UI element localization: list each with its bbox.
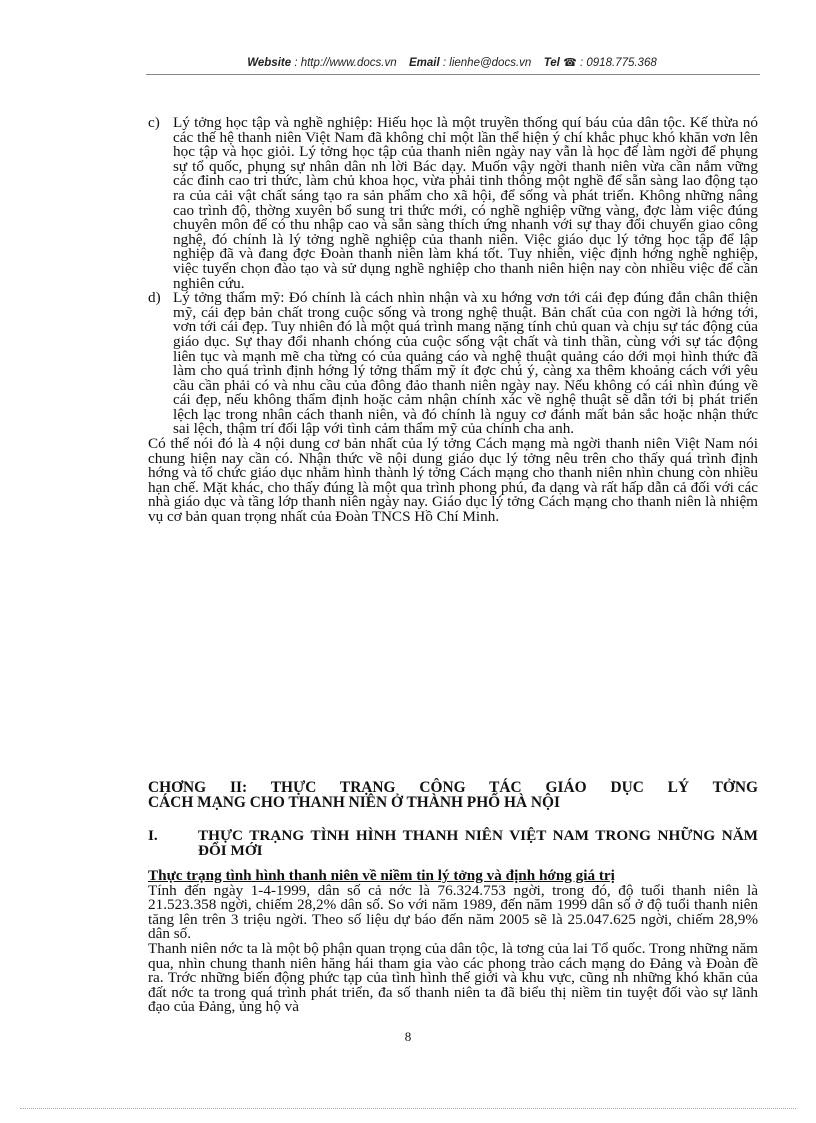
main-content [148,116,758,525]
list-item-d [148,291,758,437]
summary-paragraph: Có thể nói đó là 4 nội dung cơ bản nhất của lý tởng Cách mạng mà ngời thanh niên Việt Nam nói chung hiện nay cần có. Nhận thức về nội dung giáo dục lý tởng nêu trên cho thấy quá trình định hớng và tổ chức giáo dục nhằm hình thành lý tởng Cách mạng cho thanh niên nhìn chung còn nhiều hạn chế. Mặt khác, cho thấy đúng là một qua trình phong phú, đa dạng và rất hấp dẫn cả đối với các nhà giáo dục và tầng lớp thanh niên ngày nay. Giáo dục lý tởng Cách mạng cho thanh niên là nhiệm vụ cơ bản quan trọng nhất của Đoàn TNCS Hồ Chí Minh. [148,435,758,526]
tel-label: Tel [543,57,560,69]
list-item-c [148,116,758,291]
list-marker: d) [148,289,161,307]
header-rule [146,74,760,75]
list-marker: c) [148,114,160,131]
page-number: 8 [404,1029,412,1044]
subsection-title: Thực trạng tình hình thanh niên về niềm tin lý tởng và định hớng giá trị [148,867,615,884]
section-body [148,869,758,1015]
page-header [146,56,758,69]
chapter-line-2: CÁCH MẠNG CHO THANH NIÊN Ở THÀNH PHỐ HÀ NỘI [148,794,561,811]
footer-rule [20,1108,796,1109]
paragraph: Thanh niên nớc ta là một bộ phận quan trọng của dân tộc, là tơng của lai Tổ quốc. Trong những năm qua, nhìn chung thanh niên hăng hái tham gia vào các phong trào cách mạng do Đảng và Đoàn đề ra. Trớc những biến động phức tạp của tình hình thế giới và khu vực, cũng nh những khó khăn của đất nớc ta trong quá trình phát triển, đa số thanh niên ta đã biểu thị niềm tin tuyệt đối vào sự lãnh đạo của Đảng, ủng hộ và [148,939,758,1016]
phone-icon: ☎ [563,57,577,69]
section-title: THỰC TRẠNG TÌNH HÌNH THANH NIÊN VIỆT NAM TRONG NHỮNG NĂM ĐỔI MỚI [198,827,758,859]
list-item-text: Lý tởng thẩm mỹ: Đó chính là cách nhìn nhận và xu hớng vơn tới cái đẹp đúng đắn chân thiện mỹ, cái đẹp bản chất trong cuộc sống và trong nghệ thuật. Bản chất của con ngời là hớng tới, vơn tới cái đẹp. Tuy nhiên đó là một quá trình mang nặng tính chủ quan và chịu sự tác động của giáo dục. Sự thay đổi nhanh chóng của cuộc sống vật chất và tinh thần, cùng với sự tác động liên tục và mạnh mẽ cha từng có của quảng cáo và nghệ thuật quảng cáo dới mọi hình thức đã làm cho quá trình định hớng lý tởng thẩm mỹ ít đợc chú ý, càng xa thêm khoảng cách với yêu cầu cần phải có và nhu cầu của đông đảo thanh niên ngày nay. Nếu không có cái nhìn đúng về cái đẹp, nếu không thẩm định hoặc cảm nhận chính xác về nghệ thuật sẽ dẫn tới bị phát triển lệch lạc trong nhân cách thanh niên, và đó chính là nguy cơ đánh mất bản sắc hoặc nhận thức sai lệch, thậm trí đối lập với tình cảm thẩm mỹ của chính cha anh. [173,289,758,438]
email-label: Email [409,57,440,69]
section-heading [148,828,758,858]
chapter-heading [148,780,758,810]
chapter-line-1: CHƠNG II: THỰC TRẠNG CÔNG TÁC GIÁO DỤC LÝ TỞNG [148,779,758,796]
website-value: : http://www.docs.vn [294,57,397,69]
list-item-text: Lý tởng học tập và nghề nghiệp: Hiếu học là một truyền thống quí báu của dân tộc. Kế thừa nó các thế hệ thanh niên Việt Nam đã không chỉ một lần thể hiện ý chí khắc phục khó khăn vơn lên học tập và học giỏi. Lý tởng học tập của thanh niên ngày nay vẫn là học để làm ngời để phụng sự tổ quốc, phụng sự nhân dân nh lời Bác dạy. Muốn vậy ngời thanh niên vừa cần nắm vững các đỉnh cao tri thức, làm chủ khoa học, vừa phải tinh thông một nghề để sẵn sàng lao động tạo ra của cải vật chất sáng tạo ra sản phẩm cho xã hội, để sống và phát triển. Không những nâng cao trình độ, thờng xuyên bổ sung tri thức mới, có nghề nghiệp vững vàng, đợc làm việc đúng chuyên môn để có thu nhập cao và sẵn sàng thích ứng nhanh với sự thay đổi chuyển giao công nghệ, đó chính là lý tởng nghề nghiệp của thanh niên. Việc giáo dục lý tởng học tập để lập nghiệp đã và đang đợc Đoàn thanh niên làm khá tốt. Tuy nhiên, việc định hớng nghề nghiệp, việc tuyển chọn đào tạo và sử dụng nghề nghiệp cho thanh niên hiện nay còn nhiều việc để cần nghiên cứu. [173,114,758,292]
paragraph: Tính đến ngày 1-4-1999, dân số cả nớc là 76.324.753 ngời, trong đó, độ tuổi thanh niên là 21.523.358 ngời, chiếm 28,2% dân số. So với năm 1989, đến năm 1999 dân số ở độ tuổi thanh niên tăng lên trên 3 triệu ngời. Theo số liệu dự báo đến năm 2005 sẽ là 25.047.625 ngời, chiếm 28,9% dân số. [148,881,758,943]
section-number: I. [148,827,158,844]
tel-value: : 0918.775.368 [580,57,657,69]
email-value: : lienhe@docs.vn [442,57,532,69]
website-label: Website [247,57,292,69]
